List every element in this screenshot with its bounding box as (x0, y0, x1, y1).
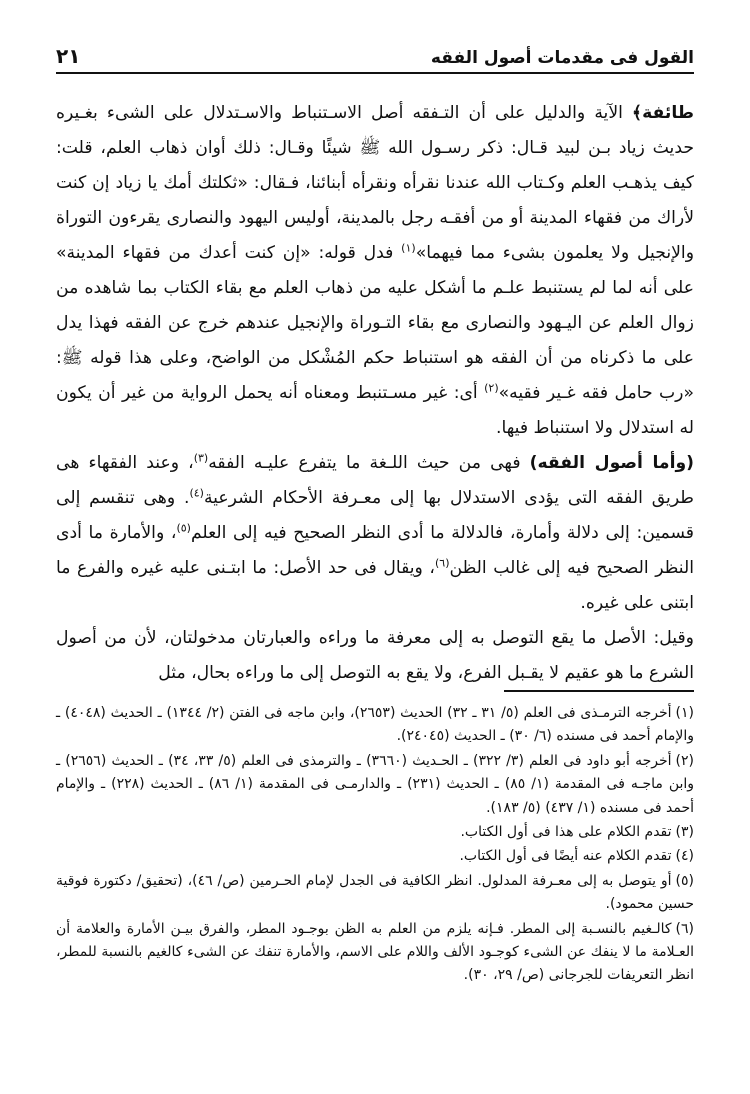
footnote-6 (56, 918, 694, 988)
paragraph-3 (56, 621, 694, 691)
footnote-number: (٤) (675, 848, 694, 865)
footnote-5 (56, 870, 694, 917)
footnote-1 (56, 702, 694, 749)
footnote-text: أخرجه الترمـذى فى العلم (٥/ ٣١ ـ ٣٢) الحديث (٢٦٥٣)، وابن ماجه فى الفتن (٢/ ١٣٤٤) ـ الحديث (٤٠٤٨) ـ والإمام أحمد فى مسنده (٦/ ٣٠) ـ الحديث (٢٤٠٤٥). (56, 705, 694, 745)
footnote-text: تقدم الكلام عنه أيضًا فى أول الكتاب. (459, 848, 672, 865)
paragraph-1 (56, 96, 694, 446)
footnote-text: تقدم الكلام على هذا فى أول الكتاب. (460, 824, 672, 841)
paragraph-3-text: وقيل: الأصل ما يقع التوصل به إلى معرفة ما وراءه والعبارتان مدخولتان، لأن من أصول الشرع ما هو عقيم لا يقـبل الفرع، ولا يقع به التوصل إلى ما وراءه بحال، مثل (56, 628, 694, 683)
footnote-number: (٥) (675, 872, 694, 889)
footnote-ref-4: (٤) (189, 486, 204, 500)
footnote-ref-3: (٣) (193, 451, 209, 465)
footnote-text: كالـغيم بالنسـبة إلى المطر. فـإنه يلزم من العلم به الظن بوجـود المطر، والفرق بيـن الأمارة والعلامة أن العـلامة ما لا ينفك عن الشىء كوجـود الألف واللام على الاسم، والأمارة تنفك عن الشىء كالغيم بالنسبة للمطر، انظر التعريفات للجرجانى (ص/ ٢٩، ٣٠). (56, 920, 694, 984)
footnote-number: (٣) (675, 824, 694, 841)
paragraph-2-text: فهى من حيث اللـغة ما يتفرع عليـه الفقه (208, 453, 530, 473)
paragraph-2-text-c: . وهى تنقسم إلى قسمين: إلى دلالة وأمارة، فالدلالة ما أدى النظر الصحيح فيه إلى العلم (56, 488, 695, 543)
paragraph-1-text-c: أى: غير مسـتنبط ومعناه أنه يحمل الرواية من غير أن يكون له استدلال ولا استنباط فيها. (56, 383, 694, 438)
page-number: ٢١ (56, 44, 81, 68)
paragraph-1-text: الآية والدليل على أن التـفقه أصل الاسـتنباط والاسـتدلال على الشىء بغـيره حديث زياد بـن لبيد قـال: ذكر رسـول الله ﷺ شيئًا وقـال: ذلك أوان ذهاب العلم، قلت: كيف يذهـب العلم وكـتاب الله عندنا نقرأه ونقرأه أبنائنا، فـقال: «ثكلتك أمك يا زياد إن كنت لأراك من فقهاء المدينة أو من أفقـه رجل بالمدينة، أوليس اليهود والنصارى يقرءون التوراة والإنجيل ولا يعلمون بشىء مما فيهما» (56, 103, 695, 263)
footnote-2 (56, 750, 694, 820)
footnote-ref-1: (١) (401, 241, 416, 255)
paragraph-2-text-b: ، وعند الفقهاء هى طريق الفقه التى يؤدى الاستدلال بها إلى معـرفة الأحكام الشرعية (56, 453, 694, 508)
paragraph-1-text-b: فدل قوله: «إن كنت أعدك من فقهاء المدينة» على أنه لما لم يستنبط علـم ما أشكل عليه من ذهاب العلم مع بقاء الكتاب بما شاهده من زوال العلم عن اليـهود والنصارى مع بقاء التـوراة والإنجيل عندهم خرج عن الفقه فهذا يدل على ما ذكرناه من أن الفقه هو استنباط حكم المُشْكل من الواضح، وعلى هذا قوله ﷺ: «رب حامل فقه غـير فقيه» (56, 243, 694, 403)
footnote-number: (٢) (675, 752, 695, 769)
footnote-number: (١) (675, 705, 694, 721)
main-text (56, 96, 694, 691)
footnote-ref-6: (٦) (434, 556, 450, 570)
footnote-text: أو يتوصل به إلى معـرفة المدلول. انظر الكافية فى الجدل لإمام الحـرمين (ص/ ٤٦)، (تحقيق/ دكتورة فوقية حسين محمود). (56, 872, 694, 913)
usul-heading: (وأما أصول الفقه) (529, 453, 695, 473)
paragraph-2-text-d: ، والأمارة ما أدى النظر الصحيح فيه إلى غالب الظن (56, 523, 694, 578)
footnote-ref-2: (٢) (484, 381, 499, 395)
footnote-number: (٦) (675, 920, 694, 937)
footnote-4 (56, 845, 694, 868)
paragraph-2 (56, 446, 694, 621)
verse-end-marker: طائفة﴾ (632, 103, 694, 123)
paragraph-2-text-e: ، ويقال فى حد الأصل: ما ابتـنى عليه غيره والفرع ما ابتنى على غيره. (56, 558, 694, 613)
footnote-text: أخرجه أبو داود فى العلم (٣/ ٣٢٢) ـ الحـديث (٣٦٦٠) ـ والترمذى فى العلم (٥/ ٣٣، ٣٤) ـ الحديث (٢٦٥٦) ـ وابن ماجـه فى المقدمة (١/ ٨٥) ـ الحديث (٢٣١) ـ والدارمـى فى المقدمة (١/ ٨٦) ـ الحديث (٢٢٨) ـ والإمام أحمد فى مسنده (١/ ٤٣٧) (٥/ ١٨٣). (56, 752, 695, 816)
footnote-3 (56, 821, 694, 844)
footnote-separator (504, 690, 694, 692)
footnote-ref-5: (٥) (176, 521, 191, 535)
page-header (56, 44, 694, 74)
footnotes (56, 702, 694, 989)
running-title: القول فى مقدمات أصول الفقه (430, 48, 694, 68)
